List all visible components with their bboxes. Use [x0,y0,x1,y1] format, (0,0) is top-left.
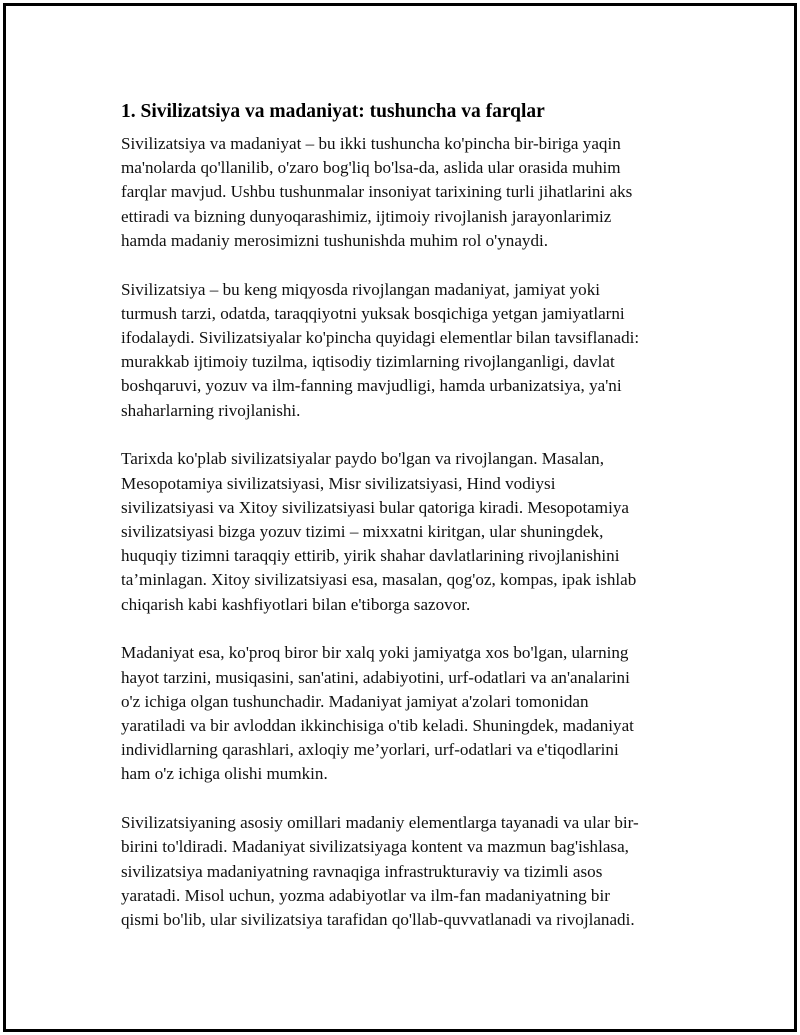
paragraph [121,278,691,423]
text-line: Sivilizatsiya va madaniyat – bu ikki tushuncha ko'pincha bir-biriga yaqin [121,134,621,153]
paragraph [121,811,691,932]
text-line: chiqarish kabi kashfiyotlari bilan e'tiborga sazovor. [121,594,471,614]
paragraph [121,132,691,253]
text-line: yaratiladi va bir avloddan ikkinchisiga o'tib keladi. Shuningdek, madaniyat [121,716,634,736]
text-line: sivilizatsiyasi bizga yozuv tizimi – mixxatni kiritgan, ular shuningdek, [121,522,604,542]
text-line: Tarixda ko'plab sivilizatsiyalar paydo bo'lgan va rivojlangan. Masalan, [121,449,604,469]
text-line: Madaniyat esa, ko'proq biror bir xalq yoki jamiyatga xos bo'lgan, ularning [121,643,629,663]
text-line: individlarning qarashlari, axloqiy me’yorlari, urf-odatlari va e'tiqodlarini [121,740,619,760]
text-line: hayot tarzini, musiqasini, san'atini, adabiyotini, urf-odatlari va an'analarini [121,667,630,687]
text-line: birini to'ldiradi. Madaniyat sivilizatsiyaga kontent va mazmun bag'ishlasa, [121,837,629,857]
text-line: turmush tarzi, odatda, taraqqiyotni yuksak bosqichiga yetgan jamiyatlarni [121,303,625,323]
text-line: boshqaruvi, yozuv va ilm-fanning mavjudligi, hamda urbanizatsiya, ya'ni [121,376,622,396]
text-line: Mesopotamiya sivilizatsiyasi, Misr sivilizatsiyasi, Hind vodiysi [121,473,556,493]
text-line: sivilizatsiya madaniyatning ravnaqiga infrastrukturaviy va tizimli asos [121,861,603,881]
text-line: ettiradi va bizning dunyoqarashimiz, ijtimoiy rivojlanish jarayonlarimiz [121,206,612,226]
text-line: Sivilizatsiyaning asosiy omillari madaniy elementlarga tayanadi va ular bir- [121,813,639,833]
text-line: hamda madaniy merosimizni tushunishda muhim rol o'ynaydi. [121,230,549,250]
text-line: Sivilizatsiya – bu keng miqyosda rivojlangan madaniyat, jamiyat yoki [121,279,601,299]
text-line: murakkab ijtimoiy tuzilma, iqtisodiy tizimlarning rivojlanganligi, davlat [121,352,615,372]
section-heading: 1. Sivilizatsiya va madaniyat: tushuncha va farqlar [121,101,545,122]
document-body [121,100,691,957]
text-line: farqlar mavjud. Ushbu tushunmalar insoniyat tarixining turli jihatlarini aks [121,182,633,202]
text-line: qismi bo'lib, ular sivilizatsiya tarafidan qo'llab-quvvatlanadi va rivojlanadi. [121,910,635,930]
page-frame [3,3,797,1032]
text-line: ham o'z ichiga olishi mumkin. [121,764,328,784]
text-line: shaharlarning rivojlanishi. [121,400,301,420]
paragraph [121,447,691,616]
text-line: sivilizatsiyasi va Xitoy sivilizatsiyasi bular qatoriga kiradi. Mesopotamiya [121,497,629,517]
text-line: huquqiy tizimni taraqqiy ettirib, yirik shahar davlatlarining rivojlanishini [121,546,620,566]
text-line: ifodalaydi. Sivilizatsiyalar ko'pincha quyidagi elementlar bilan tavsiflanadi: [121,328,640,348]
text-line: yaratadi. Misol uchun, yozma adabiyotlar va ilm-fan madaniyatning bir [121,885,610,905]
text-line: ma'nolarda qo'llanilib, o'zaro bog'liq bo'lsa-da, aslida ular orasida muhim [121,158,621,178]
text-line: ta’minlagan. Xitoy sivilizatsiyasi esa, masalan, qog'oz, kompas, ipak ishlab [121,570,637,590]
paragraph [121,641,691,786]
text-line: o'z ichiga olgan tushunchadir. Madaniyat jamiyat a'zolari tomonidan [121,691,589,711]
